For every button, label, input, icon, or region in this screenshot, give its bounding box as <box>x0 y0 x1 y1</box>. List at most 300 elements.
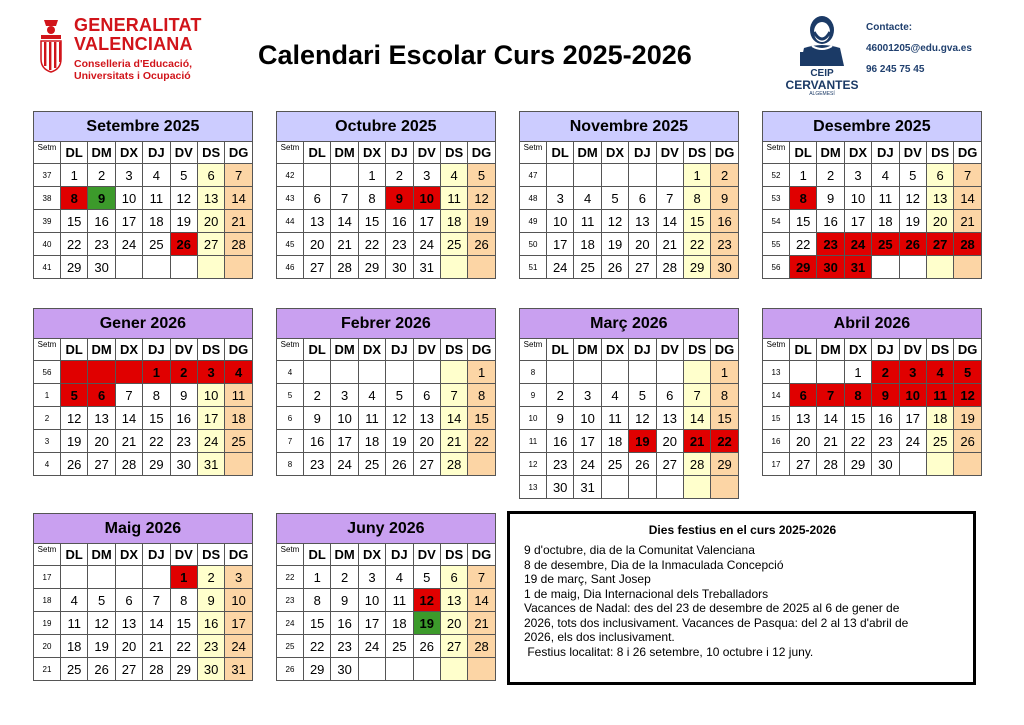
day-cell: 10 <box>225 589 253 612</box>
day-cell: 11 <box>440 187 467 210</box>
day-cell: 25 <box>926 430 953 453</box>
holiday-line: 2026, els dos inclusivament. <box>524 630 675 644</box>
column-header: Setm <box>277 339 304 361</box>
day-cell: 9 <box>386 187 413 210</box>
day-cell <box>304 164 331 187</box>
day-cell: 3 <box>225 566 253 589</box>
week-row <box>34 233 253 256</box>
holiday-line: Festius localitat: 8 i 26 setembre, 10 octubre i 12 juny. <box>524 644 814 659</box>
day-cell <box>601 476 628 499</box>
day-cell: 6 <box>413 384 440 407</box>
week-row <box>277 210 496 233</box>
day-cell <box>656 164 683 187</box>
week-row <box>277 453 496 476</box>
day-cell: 12 <box>601 210 628 233</box>
day-cell: 2 <box>872 361 899 384</box>
column-header: DJ <box>872 339 899 361</box>
week-number: 39 <box>34 210 61 233</box>
week-number: 43 <box>277 187 304 210</box>
day-cell <box>926 453 953 476</box>
week-row <box>34 635 253 658</box>
month-title: Març 2026 <box>520 309 739 339</box>
day-cell: 22 <box>143 430 170 453</box>
week-row <box>763 233 982 256</box>
day-cell: 5 <box>601 187 628 210</box>
day-cell: 19 <box>629 430 656 453</box>
school-logo <box>784 10 860 100</box>
week-number: 12 <box>520 453 547 476</box>
day-cell: 20 <box>656 430 683 453</box>
column-header: DM <box>331 142 358 164</box>
day-cell <box>143 256 170 279</box>
column-header: DL <box>547 142 574 164</box>
day-cell: 16 <box>711 210 738 233</box>
holidays-box <box>507 511 976 685</box>
day-cell: 8 <box>468 384 495 407</box>
generalitat-emblem-icon <box>36 18 66 74</box>
day-cell: 27 <box>304 256 331 279</box>
column-header: DJ <box>629 142 656 164</box>
day-cell: 18 <box>926 407 953 430</box>
day-cell <box>115 361 142 384</box>
day-cell: 25 <box>601 453 628 476</box>
month-calendar <box>33 111 253 279</box>
week-row <box>277 233 496 256</box>
day-cell: 26 <box>899 233 926 256</box>
column-header: DV <box>656 339 683 361</box>
day-cell <box>711 476 738 499</box>
day-cell: 29 <box>143 453 170 476</box>
day-cell: 24 <box>331 453 358 476</box>
day-cell: 25 <box>358 453 385 476</box>
day-cell <box>899 256 926 279</box>
day-cell: 29 <box>61 256 88 279</box>
day-cell: 27 <box>926 233 953 256</box>
day-cell: 21 <box>683 430 710 453</box>
day-cell: 26 <box>629 453 656 476</box>
day-cell: 4 <box>143 164 170 187</box>
day-cell: 15 <box>468 407 495 430</box>
week-row <box>34 361 253 384</box>
day-cell: 24 <box>358 635 385 658</box>
week-number: 16 <box>763 430 790 453</box>
day-cell: 1 <box>844 361 871 384</box>
holiday-line: 8 de desembre, Dia de la Inmaculada Concepció <box>524 557 784 572</box>
column-header: DL <box>61 142 88 164</box>
day-cell: 2 <box>170 361 197 384</box>
day-cell: 8 <box>61 187 88 210</box>
week-number: 21 <box>34 658 61 681</box>
day-cell: 16 <box>197 612 224 635</box>
week-row <box>277 256 496 279</box>
day-cell <box>954 256 981 279</box>
day-cell: 21 <box>817 430 844 453</box>
day-cell: 9 <box>711 187 738 210</box>
week-row <box>520 476 739 499</box>
week-number: 8 <box>520 361 547 384</box>
column-header: Setm <box>277 544 304 566</box>
day-cell: 20 <box>440 612 467 635</box>
day-cell: 27 <box>88 453 115 476</box>
day-cell: 9 <box>547 407 574 430</box>
week-number: 26 <box>277 658 304 681</box>
day-cell: 26 <box>61 453 88 476</box>
column-header: DG <box>954 142 981 164</box>
week-number: 46 <box>277 256 304 279</box>
column-header: DJ <box>629 339 656 361</box>
day-cell: 31 <box>225 658 253 681</box>
day-cell: 28 <box>440 453 467 476</box>
day-cell: 20 <box>926 210 953 233</box>
day-cell: 25 <box>872 233 899 256</box>
day-cell <box>225 453 252 476</box>
day-cell: 26 <box>386 453 413 476</box>
day-cell: 6 <box>115 589 142 612</box>
day-cell: 15 <box>711 407 738 430</box>
gva-dept-line1: Conselleria d'Educació, <box>74 58 193 70</box>
day-cell: 30 <box>817 256 844 279</box>
day-cell: 10 <box>547 210 574 233</box>
generalitat-logo <box>36 16 226 98</box>
day-cell: 1 <box>61 164 88 187</box>
week-number: 17 <box>763 453 790 476</box>
week-row <box>34 384 253 407</box>
column-header: DG <box>468 544 495 566</box>
column-header: DV <box>413 339 440 361</box>
day-cell: 22 <box>358 233 385 256</box>
column-header: DL <box>304 339 331 361</box>
day-cell: 29 <box>170 658 197 681</box>
day-cell: 18 <box>574 233 601 256</box>
day-cell: 9 <box>170 384 197 407</box>
day-cell: 7 <box>683 384 710 407</box>
day-cell: 11 <box>225 384 252 407</box>
week-number: 3 <box>34 430 61 453</box>
week-row <box>763 361 982 384</box>
day-cell: 25 <box>143 233 170 256</box>
day-cell <box>899 453 926 476</box>
day-cell: 8 <box>844 384 871 407</box>
day-cell: 16 <box>304 430 331 453</box>
day-cell: 5 <box>899 164 926 187</box>
week-row <box>520 256 739 279</box>
day-cell <box>413 361 440 384</box>
day-cell: 19 <box>954 407 982 430</box>
week-number: 13 <box>520 476 547 499</box>
day-cell: 21 <box>954 210 981 233</box>
day-cell: 6 <box>926 164 953 187</box>
day-cell: 28 <box>817 453 844 476</box>
day-cell: 17 <box>331 430 358 453</box>
day-cell: 31 <box>197 453 224 476</box>
day-cell: 17 <box>899 407 926 430</box>
day-cell: 28 <box>656 256 683 279</box>
day-cell: 3 <box>197 361 224 384</box>
day-cell: 30 <box>197 658 224 681</box>
day-cell <box>817 361 844 384</box>
month-calendar <box>33 308 253 476</box>
week-row <box>520 453 739 476</box>
week-number: 9 <box>520 384 547 407</box>
day-cell: 7 <box>115 384 142 407</box>
day-cell: 12 <box>629 407 656 430</box>
week-number: 23 <box>277 589 304 612</box>
week-row <box>520 384 739 407</box>
day-cell: 24 <box>115 233 142 256</box>
week-row <box>34 658 253 681</box>
day-cell: 19 <box>386 430 413 453</box>
week-row <box>763 164 982 187</box>
day-cell: 26 <box>468 233 495 256</box>
holiday-line: 19 de març, Sant Josep <box>524 572 651 586</box>
week-number: 24 <box>277 612 304 635</box>
day-cell: 14 <box>331 210 358 233</box>
week-number: 20 <box>34 635 61 658</box>
week-number: 4 <box>277 361 304 384</box>
column-header: DG <box>954 339 982 361</box>
day-cell <box>61 361 88 384</box>
column-header: DM <box>574 142 601 164</box>
day-cell: 27 <box>790 453 817 476</box>
day-cell: 8 <box>143 384 170 407</box>
day-cell: 17 <box>413 210 440 233</box>
day-cell: 8 <box>683 187 710 210</box>
day-cell: 2 <box>711 164 738 187</box>
day-cell <box>547 164 574 187</box>
day-cell: 31 <box>574 476 601 499</box>
day-cell: 23 <box>170 430 197 453</box>
week-number: 13 <box>763 361 790 384</box>
week-row <box>277 566 496 589</box>
day-cell: 19 <box>468 210 495 233</box>
day-cell: 19 <box>899 210 926 233</box>
holiday-line: 2026, tots dos inclusivament. Vacances de Pasqua: del 2 al 13 d'abril de <box>524 615 909 630</box>
day-cell: 5 <box>413 566 440 589</box>
week-row <box>520 407 739 430</box>
day-cell: 21 <box>468 612 495 635</box>
day-cell: 2 <box>817 164 844 187</box>
day-cell: 27 <box>440 635 467 658</box>
week-number: 45 <box>277 233 304 256</box>
day-cell: 18 <box>61 635 88 658</box>
day-cell: 11 <box>601 407 628 430</box>
week-row <box>277 635 496 658</box>
day-cell: 27 <box>656 453 683 476</box>
day-cell: 28 <box>115 453 142 476</box>
day-cell <box>629 164 656 187</box>
day-cell: 15 <box>790 210 817 233</box>
day-cell: 2 <box>304 384 331 407</box>
day-cell: 14 <box>683 407 710 430</box>
day-cell: 27 <box>197 233 224 256</box>
month-title: Maig 2026 <box>34 514 253 544</box>
column-header: DS <box>197 544 224 566</box>
day-cell <box>601 361 628 384</box>
contact-phone[interactable]: 96 245 75 45 <box>866 64 925 75</box>
column-header: DS <box>197 339 224 361</box>
day-cell: 4 <box>225 361 252 384</box>
day-cell: 12 <box>170 187 197 210</box>
week-number: 14 <box>763 384 790 407</box>
gva-dept-line2: Universitats i Ocupació <box>74 70 191 82</box>
day-cell: 18 <box>358 430 385 453</box>
day-cell: 4 <box>440 164 467 187</box>
day-cell: 8 <box>711 384 738 407</box>
day-cell: 9 <box>88 187 115 210</box>
day-cell: 23 <box>872 430 899 453</box>
week-number: 50 <box>520 233 547 256</box>
column-header: Setm <box>763 339 790 361</box>
day-cell: 22 <box>683 233 710 256</box>
day-cell <box>574 164 601 187</box>
day-cell: 24 <box>197 430 224 453</box>
day-cell: 10 <box>115 187 142 210</box>
week-number: 1 <box>34 384 61 407</box>
week-row <box>520 187 739 210</box>
column-header: DX <box>601 142 628 164</box>
day-cell: 14 <box>440 407 467 430</box>
month-title: Gener 2026 <box>34 309 253 339</box>
gva-name-line2: VALENCIANA <box>74 34 193 54</box>
column-header: DS <box>926 142 953 164</box>
column-header: DJ <box>143 142 170 164</box>
column-header: DX <box>115 142 142 164</box>
week-row <box>520 361 739 384</box>
gva-name-line1: GENERALITAT <box>74 15 202 35</box>
column-header: DM <box>574 339 601 361</box>
day-cell <box>358 658 385 681</box>
day-cell <box>225 256 252 279</box>
day-cell: 11 <box>143 187 170 210</box>
week-row <box>763 256 982 279</box>
column-header: DM <box>88 142 115 164</box>
week-number: 54 <box>763 210 790 233</box>
day-cell: 16 <box>331 612 358 635</box>
day-cell: 5 <box>629 384 656 407</box>
day-cell: 5 <box>88 589 115 612</box>
column-header: DM <box>88 544 115 566</box>
day-cell: 4 <box>926 361 953 384</box>
week-row <box>277 361 496 384</box>
day-cell <box>468 658 495 681</box>
day-cell: 13 <box>790 407 817 430</box>
day-cell: 18 <box>143 210 170 233</box>
day-cell: 19 <box>88 635 115 658</box>
day-cell: 29 <box>711 453 738 476</box>
day-cell: 13 <box>926 187 953 210</box>
day-cell <box>656 361 683 384</box>
week-row <box>34 164 253 187</box>
day-cell: 2 <box>88 164 115 187</box>
day-cell: 16 <box>170 407 197 430</box>
month-title: Abril 2026 <box>763 309 982 339</box>
day-cell: 9 <box>872 384 899 407</box>
day-cell: 15 <box>683 210 710 233</box>
day-cell: 2 <box>331 566 358 589</box>
column-header: Setm <box>520 142 547 164</box>
week-row <box>277 430 496 453</box>
week-number: 2 <box>34 407 61 430</box>
day-cell: 15 <box>61 210 88 233</box>
day-cell: 13 <box>88 407 115 430</box>
column-header: Setm <box>520 339 547 361</box>
day-cell: 26 <box>954 430 982 453</box>
day-cell: 12 <box>61 407 88 430</box>
day-cell: 4 <box>358 384 385 407</box>
day-cell: 23 <box>197 635 224 658</box>
week-number: 44 <box>277 210 304 233</box>
day-cell: 14 <box>817 407 844 430</box>
month-title: Novembre 2025 <box>520 112 739 142</box>
day-cell: 7 <box>225 164 252 187</box>
week-number: 40 <box>34 233 61 256</box>
day-cell: 30 <box>872 453 899 476</box>
day-cell: 8 <box>304 589 331 612</box>
day-cell: 17 <box>115 210 142 233</box>
day-cell: 19 <box>413 612 440 635</box>
day-cell: 10 <box>413 187 440 210</box>
day-cell <box>683 476 710 499</box>
day-cell: 24 <box>899 430 926 453</box>
day-cell <box>683 361 710 384</box>
column-header: DX <box>115 544 142 566</box>
column-header: DV <box>413 544 440 566</box>
day-cell: 18 <box>440 210 467 233</box>
contact-label: Contacte: <box>866 22 913 33</box>
day-cell: 5 <box>468 164 495 187</box>
day-cell: 3 <box>899 361 926 384</box>
column-header: DS <box>683 339 710 361</box>
week-row <box>34 187 253 210</box>
week-number: 10 <box>520 407 547 430</box>
week-number: 6 <box>277 407 304 430</box>
week-row <box>520 210 739 233</box>
column-header: DM <box>817 339 844 361</box>
day-cell: 23 <box>386 233 413 256</box>
holiday-line: 1 de maig, Dia Internacional dels Treballadors <box>524 586 769 601</box>
day-cell: 6 <box>304 187 331 210</box>
day-cell: 30 <box>386 256 413 279</box>
day-cell: 19 <box>61 430 88 453</box>
day-cell: 24 <box>225 635 253 658</box>
day-cell: 15 <box>358 210 385 233</box>
day-cell <box>926 256 953 279</box>
column-header: DM <box>331 339 358 361</box>
column-header: DJ <box>386 339 413 361</box>
day-cell: 30 <box>711 256 738 279</box>
week-row <box>34 566 253 589</box>
day-cell <box>601 164 628 187</box>
day-cell <box>331 164 358 187</box>
cervantes-portrait-icon <box>792 10 852 68</box>
week-row <box>520 233 739 256</box>
day-cell <box>143 566 170 589</box>
column-header: DG <box>225 544 253 566</box>
school-name-line1: CEIP <box>810 68 834 79</box>
day-cell: 6 <box>440 566 467 589</box>
contact-email[interactable]: 46001205@edu.gva.es <box>866 43 972 54</box>
day-cell: 2 <box>386 164 413 187</box>
day-cell: 26 <box>170 233 197 256</box>
week-number: 4 <box>34 453 61 476</box>
column-header: DV <box>899 142 926 164</box>
column-header: DG <box>711 339 738 361</box>
day-cell: 24 <box>547 256 574 279</box>
week-number: 47 <box>520 164 547 187</box>
day-cell: 23 <box>817 233 844 256</box>
day-cell: 13 <box>304 210 331 233</box>
column-header: DL <box>61 544 88 566</box>
